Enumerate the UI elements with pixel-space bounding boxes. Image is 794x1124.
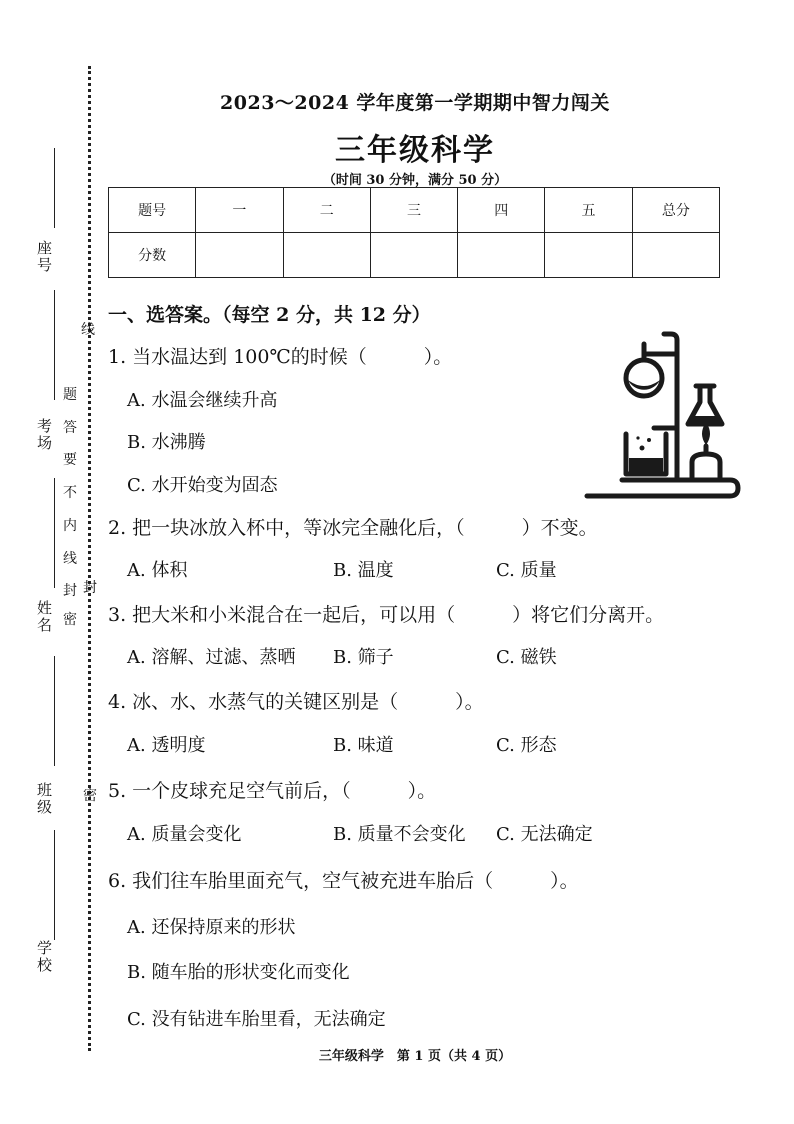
seal-char: 不: [63, 485, 77, 501]
section-1-heading: 一、选答案。（每空 2 分，共 12 分）: [108, 304, 431, 326]
seal-char: 密: [83, 788, 97, 804]
seal-char: 题: [63, 387, 77, 403]
question-1-stem: 1. 当水温达到 100℃的时候（ ）。: [108, 346, 453, 368]
question-4-option-a[interactable]: A. 透明度: [127, 735, 206, 756]
score-table-cell: 五: [545, 188, 632, 233]
score-entry-cell[interactable]: [196, 233, 283, 278]
score-table-score-row: [109, 233, 720, 278]
seal-char: 线: [81, 322, 95, 338]
question-4-option-c[interactable]: C. 形态: [496, 735, 557, 756]
question-1-option-b[interactable]: B. 水沸腾: [127, 432, 206, 453]
question-5-option-b[interactable]: B. 质量不会变化: [333, 824, 466, 845]
score-entry-cell[interactable]: [545, 233, 632, 278]
seal-char: 封: [83, 580, 97, 596]
seal-char: 内: [63, 518, 77, 534]
score-table-cell: 三: [370, 188, 457, 233]
score-entry-cell[interactable]: [632, 233, 719, 278]
school-label: 学校: [36, 939, 52, 974]
class-line: [54, 656, 55, 766]
question-6-option-b[interactable]: B. 随车胎的形状变化而变化: [127, 962, 350, 983]
score-table-cell: 二: [283, 188, 370, 233]
exam-title: 三年级科学: [335, 133, 495, 168]
score-table-header-row: [109, 188, 720, 233]
lab-equipment-illustration: [582, 330, 742, 502]
question-3-option-b[interactable]: B. 筛子: [333, 647, 394, 668]
name-label: 姓名: [36, 599, 52, 634]
name-line: [54, 478, 55, 588]
question-2-option-b[interactable]: B. 温度: [333, 560, 394, 581]
page-footer: 三年级科学 第 1 页（共 4 页）: [318, 1049, 512, 1064]
question-3-option-c[interactable]: C. 磁铁: [496, 647, 557, 668]
seat-number-label: 座号: [36, 239, 52, 274]
question-1-option-c[interactable]: C. 水开始变为固态: [127, 475, 278, 496]
question-5-option-c[interactable]: C. 无法确定: [496, 824, 593, 845]
seat-number-line: [54, 148, 55, 228]
question-5-stem: 5. 一个皮球充足空气前后，（ ）。: [108, 780, 437, 802]
score-entry-cell[interactable]: [370, 233, 457, 278]
seal-char: 线: [63, 551, 77, 567]
exam-subtitle: 2023～2024 学年度第一学期期中智力闯关: [220, 92, 610, 114]
score-table-cell: 一: [196, 188, 283, 233]
score-entry-cell[interactable]: [283, 233, 370, 278]
question-2-option-c[interactable]: C. 质量: [496, 560, 557, 581]
score-table-cell: 总分: [632, 188, 719, 233]
question-6-option-c[interactable]: C. 没有钻进车胎里看，无法确定: [127, 1009, 386, 1030]
school-line: [54, 830, 55, 940]
exam-room-label: 考场: [36, 417, 52, 452]
class-label: 班级: [36, 781, 52, 816]
score-table-cell: 分数: [109, 233, 196, 278]
seal-char: 封: [63, 583, 77, 599]
score-table-cell: 四: [458, 188, 545, 233]
question-4-option-b[interactable]: B. 味道: [333, 735, 394, 756]
seal-char: 答: [63, 420, 77, 436]
binding-dotted-line: [88, 66, 91, 1051]
question-2-stem: 2. 把一块冰放入杯中，等冰完全融化后，（ ）不变。: [108, 517, 598, 539]
question-2-option-a[interactable]: A. 体积: [127, 560, 188, 581]
question-6-option-a[interactable]: A. 还保持原来的形状: [127, 917, 296, 938]
question-5-option-a[interactable]: A. 质量会变化: [127, 824, 242, 845]
score-table: [108, 187, 720, 278]
seal-char: 要: [63, 452, 77, 468]
question-4-stem: 4. 冰、水、水蒸气的关键区别是（ ）。: [108, 691, 484, 713]
question-1-option-a[interactable]: A. 水温会继续升高: [127, 390, 278, 411]
seal-char: 密: [63, 612, 77, 628]
question-6-stem: 6. 我们往车胎里面充气，空气被充进车胎后（ ）。: [108, 870, 579, 892]
score-entry-cell[interactable]: [458, 233, 545, 278]
exam-time-note: （时间 30 分钟，满分 50 分）: [322, 173, 508, 188]
score-table-cell: 题号: [109, 188, 196, 233]
exam-room-line: [54, 290, 55, 400]
question-3-stem: 3. 把大米和小米混合在一起后，可以用（ ）将它们分离开。: [108, 604, 665, 626]
question-3-option-a[interactable]: A. 溶解、过滤、蒸晒: [127, 647, 296, 668]
